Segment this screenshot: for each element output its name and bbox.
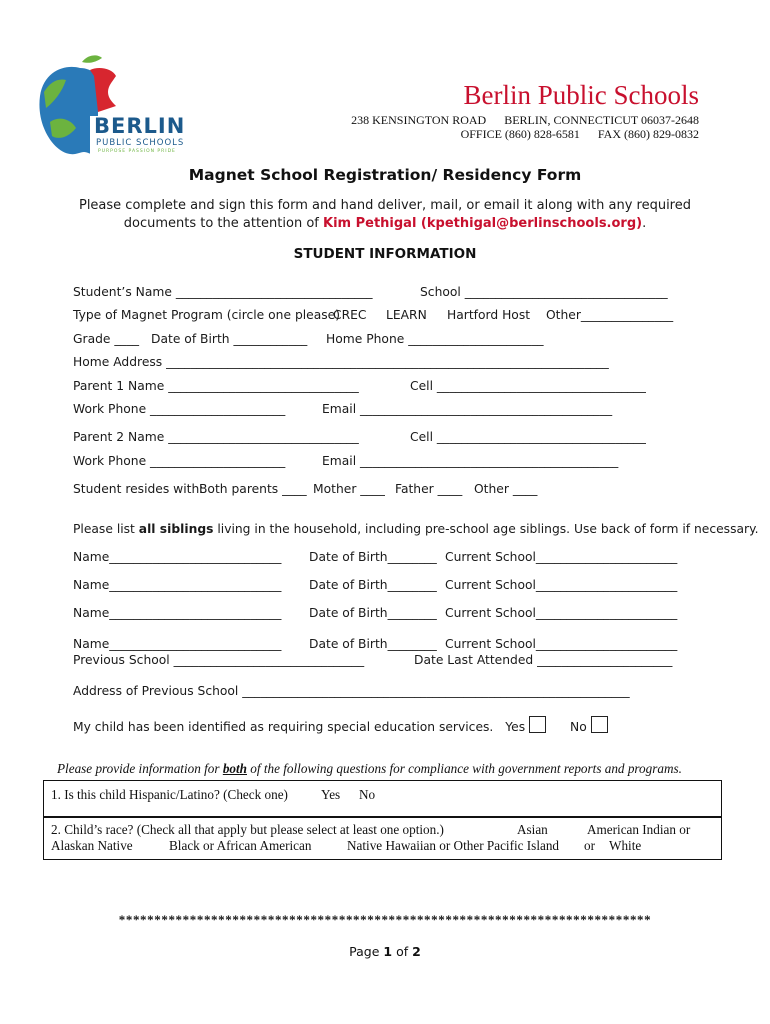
parent2-name-field[interactable]: Parent 2 Name _______________________________ [73,430,359,444]
parent1-name-field[interactable]: Parent 1 Name _______________________________ [73,379,359,393]
logo-tagline: PURPOSE PASSION PRIDE [98,149,176,154]
logo-name: BERLIN [94,114,186,138]
phone-fax-line: OFFICE (860) 828-6581 FAX (860) 829-0832 [460,127,699,141]
page-label: Page [349,944,384,959]
address-line: 238 KENSINGTON ROAD BERLIN, CONNECTICUT 06037-2648 [351,113,699,127]
race-asian-option[interactable]: Asian [517,822,548,837]
form-title: Magnet School Registration/ Residency Form [188,166,582,184]
parent1-cell-field[interactable]: Cell __________________________________ [410,379,646,393]
date-of-birth-field[interactable]: Date of Birth ____________ [151,332,308,346]
sibling-2-name-field[interactable]: Name____________________________ [73,578,282,592]
hispanic-yes-option[interactable]: Yes [321,787,341,802]
date-last-attended-field[interactable]: Date Last Attended ______________________ [414,653,673,667]
siblings-instruction-post: living in the household, including pre-school age siblings. Use back of form if necessary. [213,522,759,536]
intro-line-2 [0,216,770,231]
page-total: 2 [412,944,421,959]
previous-school-address-field[interactable]: Address of Previous School _______________________________________________________________ [73,684,630,698]
home-phone-field[interactable]: Home Phone ______________________ [326,332,544,346]
intro-line-1: Please complete and sign this form and hand deliver, mail, or email it along with any required [78,198,691,213]
race-or-text: or [584,838,595,853]
page-current: 1 [383,944,393,959]
special-ed-yes-checkbox[interactable] [529,716,546,733]
sibling-2-school-field[interactable]: Current School_______________________ [445,578,678,592]
logo-subtitle: PUBLIC SCHOOLS [96,138,185,148]
hispanic-no-option[interactable]: No [359,787,376,802]
program-other-field[interactable]: Other_______________ [546,308,674,322]
student-info-heading: STUDENT INFORMATION [293,246,477,262]
parent1-email-field[interactable]: Email _________________________________________ [322,402,613,416]
sibling-3-name-field[interactable]: Name____________________________ [73,606,282,620]
siblings-instruction-bold: all siblings [138,522,214,536]
program-learn[interactable]: LEARN [386,308,427,322]
resides-with-label: Student resides with: [73,482,204,496]
divider-stars: *************************************************************************** [118,912,652,927]
resides-mother[interactable]: Mother ____ [313,482,385,496]
program-crec[interactable]: CREC [333,308,367,322]
intro-line-2-pre: documents to the attention of [123,216,323,231]
parent2-email-field[interactable]: Email __________________________________________ [322,454,619,468]
race-hawaiian-option[interactable]: Native Hawaiian or Other Pacific Island [347,838,560,853]
compliance-instruction-pre: Please provide information for [57,761,223,776]
sibling-2-dob-field[interactable]: Date of Birth________ [309,578,437,592]
hispanic-question: 1. Is this child Hispanic/Latino? (Check one) [51,787,288,802]
special-ed-yes-label: Yes [505,720,526,734]
grade-field[interactable]: Grade ____ [73,332,139,346]
intro-line-2-post: . [642,216,647,231]
compliance-instruction [57,761,682,777]
home-address-field[interactable]: Home Address ________________________________________________________________________ [73,355,609,369]
previous-school-field[interactable]: Previous School _______________________________ [73,653,365,667]
sibling-3-dob-field[interactable]: Date of Birth________ [309,606,437,620]
program-hartford-host[interactable]: Hartford Host [447,308,531,322]
compliance-instruction-post: of the following questions for compliance with government reports and programs. [247,761,682,776]
page-number [0,944,770,959]
sibling-4-school-field[interactable]: Current School_______________________ [445,637,678,651]
special-ed-no-label: No [570,720,587,734]
sibling-3-school-field[interactable]: Current School_______________________ [445,606,678,620]
sibling-4-name-field[interactable]: Name____________________________ [73,637,282,651]
race-black-option[interactable]: Black or African American [169,838,312,853]
race-question: 2. Child’s race? (Check all that apply but please select at least one option.) [51,822,444,837]
resides-both-parents[interactable]: Both parents ____ [199,482,307,496]
siblings-instruction [73,522,759,536]
parent1-work-phone-field[interactable]: Work Phone ______________________ [73,402,286,416]
magnet-program-label: Type of Magnet Program (circle one please) [73,308,341,322]
siblings-instruction-pre: Please list [73,522,139,536]
school-field[interactable]: School _________________________________ [420,285,668,299]
sibling-4-dob-field[interactable]: Date of Birth________ [309,637,437,651]
special-ed-question [73,716,608,734]
sibling-1-dob-field[interactable]: Date of Birth________ [309,550,437,564]
race-alaskan-native-option[interactable]: Alaskan Native [51,838,133,853]
special-ed-no-checkbox[interactable] [591,716,608,733]
parent2-work-phone-field[interactable]: Work Phone ______________________ [73,454,286,468]
page-of: of [392,944,413,959]
compliance-instruction-bold: both [222,761,247,776]
sibling-1-name-field[interactable]: Name____________________________ [73,550,282,564]
parent2-cell-field[interactable]: Cell __________________________________ [410,430,646,444]
sibling-1-school-field[interactable]: Current School_______________________ [445,550,678,564]
org-name: Berlin Public Schools [463,80,699,110]
students-name-field[interactable]: Student’s Name ________________________________ [73,285,373,299]
resides-other[interactable]: Other ____ [474,482,538,496]
resides-father[interactable]: Father ____ [395,482,463,496]
contact-email: Kim Pethigal (kpethigal@berlinschools.org) [323,216,643,231]
race-white-option[interactable]: White [609,838,642,853]
race-american-indian-option[interactable]: American Indian or [587,822,691,837]
special-ed-label: My child has been identified as requiring special education services. [73,720,494,734]
